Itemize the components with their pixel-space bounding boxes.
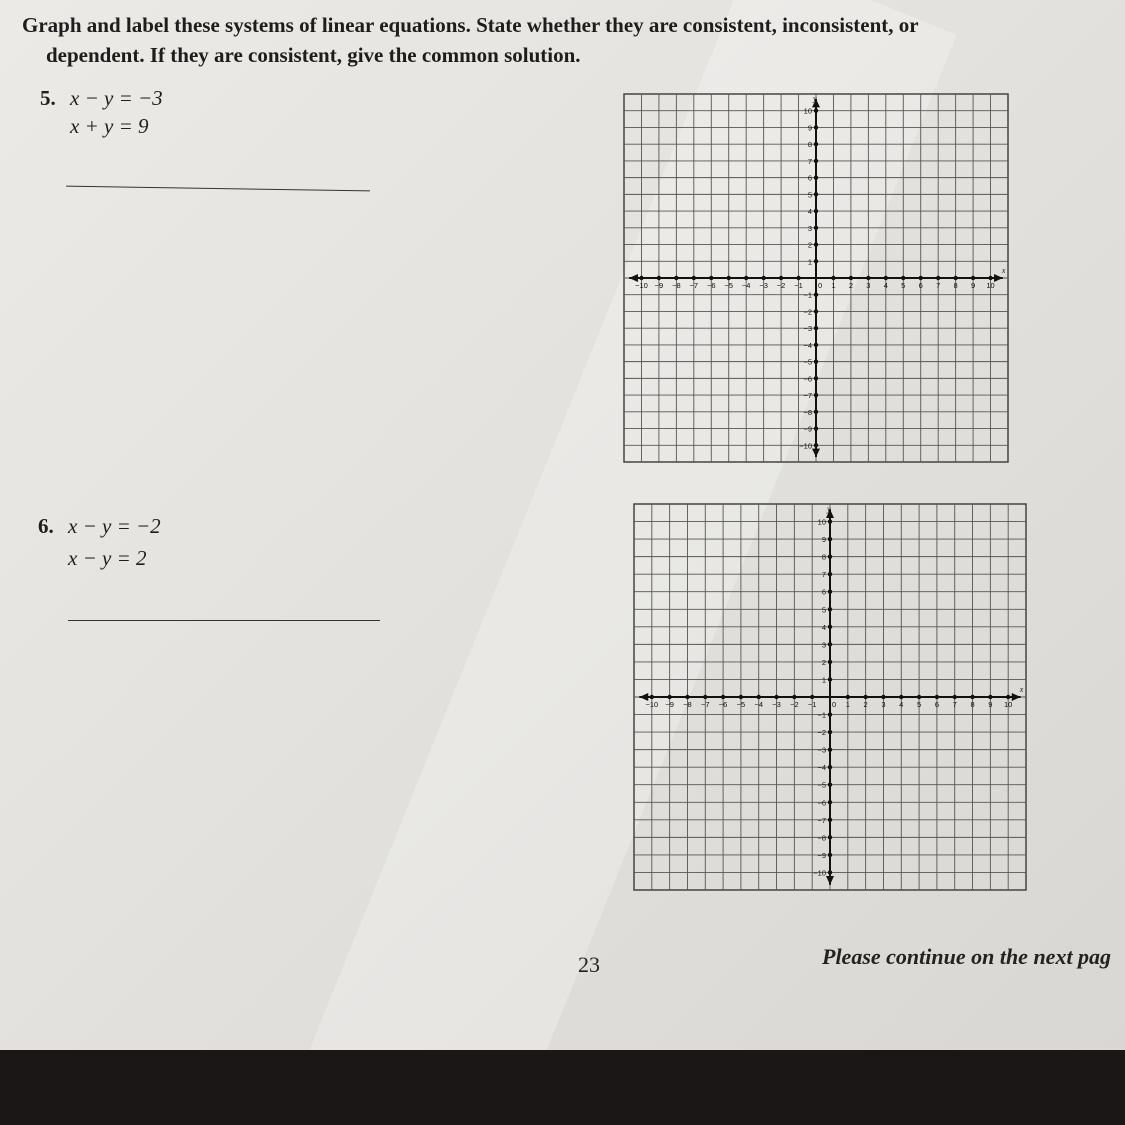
x-tick-dot <box>796 276 800 280</box>
y-tick-label: 7 <box>807 156 812 166</box>
y-tick-dot <box>828 800 832 804</box>
x-tick-label: −5 <box>724 281 734 290</box>
y-tick-label: −6 <box>817 798 826 808</box>
x-tick-label: −1 <box>807 700 817 709</box>
x-tick-label: −4 <box>741 281 751 290</box>
x-tick-label: 8 <box>970 700 975 709</box>
x-tick-label: −6 <box>706 281 716 290</box>
y-tick-label: −3 <box>817 745 826 755</box>
y-tick-label: −9 <box>803 424 812 434</box>
y-tick-label: 9 <box>807 123 812 133</box>
x-axis-label: x <box>1019 685 1024 694</box>
x-tick-dot <box>727 276 731 280</box>
x-tick-dot <box>774 695 778 699</box>
y-tick-dot <box>814 226 818 230</box>
y-tick-dot <box>814 192 818 196</box>
y-axis-arrow-down <box>826 876 834 885</box>
x-tick-label: 9 <box>988 700 993 709</box>
y-tick-dot <box>814 393 818 397</box>
x-tick-label: −8 <box>683 700 692 709</box>
y-tick-dot <box>814 293 818 297</box>
y-tick-label: −3 <box>803 324 812 334</box>
problem-number: 5. <box>40 86 56 110</box>
y-tick-label: −1 <box>803 290 812 300</box>
y-tick-label: −9 <box>817 850 826 860</box>
y-tick-dot <box>814 242 818 246</box>
x-tick-dot <box>863 695 867 699</box>
x-tick-dot <box>761 276 765 280</box>
x-tick-label: 7 <box>936 281 941 290</box>
y-tick-label: −2 <box>817 728 826 738</box>
x-axis-arrow-right <box>994 274 1003 282</box>
page-number: 23 <box>578 952 600 977</box>
problem-number: 6. <box>38 514 54 538</box>
x-tick-dot <box>953 276 957 280</box>
y-tick-label: −5 <box>803 357 812 367</box>
x-tick-dot <box>899 695 903 699</box>
x-tick-label: 9 <box>971 281 976 290</box>
y-tick-dot <box>828 660 832 664</box>
y-tick-label: 3 <box>821 640 826 650</box>
x-tick-label: −4 <box>754 700 764 709</box>
y-axis-arrow-down <box>812 449 820 457</box>
y-tick-dot <box>828 783 832 787</box>
x-tick-label: −3 <box>759 281 768 290</box>
y-tick-dot <box>814 109 818 113</box>
y-tick-label: 6 <box>821 587 826 597</box>
x-tick-label: 10 <box>1004 700 1013 709</box>
x-tick-label: −10 <box>645 700 659 709</box>
x-tick-dot <box>901 276 905 280</box>
y-tick-label: 2 <box>807 240 812 250</box>
x-tick-dot <box>881 695 885 699</box>
y-tick-label: 5 <box>807 190 812 200</box>
y-tick-dot <box>828 818 832 822</box>
x-tick-dot <box>1006 695 1010 699</box>
x-tick-dot <box>919 276 923 280</box>
x-tick-dot <box>988 695 992 699</box>
y-tick-dot <box>814 443 818 447</box>
coordinate-grid-6[interactable] <box>632 502 1028 892</box>
x-tick-label: −6 <box>718 700 728 709</box>
y-tick-label: −10 <box>813 868 826 878</box>
y-tick-label: 1 <box>821 675 826 685</box>
y-tick-dot <box>814 426 818 430</box>
y-tick-label: 4 <box>807 207 812 217</box>
x-tick-dot <box>667 695 671 699</box>
x-tick-label: 10 <box>986 281 995 290</box>
y-tick-label: 7 <box>821 570 826 580</box>
y-tick-dot <box>814 142 818 146</box>
y-tick-label: 10 <box>803 106 812 116</box>
x-tick-dot <box>779 276 783 280</box>
x-tick-dot <box>739 695 743 699</box>
x-tick-dot <box>639 276 643 280</box>
y-tick-label: −4 <box>803 340 812 350</box>
y-tick-dot <box>828 642 832 646</box>
y-tick-label: −4 <box>817 763 826 773</box>
x-tick-label: 4 <box>883 281 888 290</box>
y-tick-dot <box>828 853 832 857</box>
answer-line-5[interactable] <box>66 186 370 192</box>
y-tick-dot <box>828 554 832 558</box>
x-tick-dot <box>709 276 713 280</box>
equation-1: x − y = −2 <box>68 514 161 538</box>
x-tick-dot <box>657 276 661 280</box>
x-tick-label: 7 <box>952 700 957 709</box>
y-tick-label: −1 <box>817 710 826 720</box>
x-tick-dot <box>849 276 853 280</box>
x-tick-dot <box>936 276 940 280</box>
equation-2: x + y = 9 <box>70 114 149 138</box>
x-tick-label: −9 <box>665 700 674 709</box>
y-tick-dot <box>828 835 832 839</box>
x-tick-label: −2 <box>776 281 786 290</box>
x-tick-label: −1 <box>794 281 803 290</box>
x-tick-label: 6 <box>918 281 923 290</box>
y-tick-dot <box>828 747 832 751</box>
x-tick-dot <box>988 276 992 280</box>
answer-line-6[interactable] <box>68 620 380 621</box>
x-tick-label: −9 <box>654 281 664 290</box>
y-tick-label: −2 <box>803 307 812 317</box>
y-tick-label: 5 <box>821 605 826 615</box>
y-tick-dot <box>814 309 818 313</box>
x-tick-label: 8 <box>953 281 958 290</box>
x-tick-label: 5 <box>917 700 922 709</box>
x-tick-label: −10 <box>635 281 648 290</box>
y-tick-label: 9 <box>821 535 826 545</box>
coordinate-grid-5[interactable] <box>622 92 1010 464</box>
x-tick-dot <box>674 276 678 280</box>
x-tick-label: 3 <box>881 700 886 709</box>
x-tick-dot <box>884 276 888 280</box>
equation-2: x − y = 2 <box>68 546 147 570</box>
x-tick-dot <box>970 695 974 699</box>
y-tick-dot <box>828 607 832 611</box>
x-tick-label: 1 <box>845 700 850 709</box>
x-tick-label: 4 <box>899 700 904 709</box>
x-tick-dot <box>866 276 870 280</box>
y-tick-dot <box>828 572 832 576</box>
instructions <box>22 10 1012 70</box>
equation-1: x − y = −3 <box>70 86 163 110</box>
x-tick-dot <box>757 695 761 699</box>
y-tick-dot <box>814 410 818 414</box>
x-tick-dot <box>792 695 796 699</box>
y-axis-label: y <box>813 94 817 104</box>
x-tick-label: −8 <box>672 281 681 290</box>
y-tick-dot <box>814 376 818 380</box>
y-axis-label: y <box>827 504 831 514</box>
x-tick-label: 2 <box>848 281 853 290</box>
y-tick-dot <box>828 765 832 769</box>
x-tick-dot <box>703 695 707 699</box>
y-tick-label: 8 <box>821 552 826 562</box>
y-tick-dot <box>828 730 832 734</box>
y-tick-label: −8 <box>803 407 812 417</box>
table-surface <box>0 1050 1125 1125</box>
x-tick-label: −7 <box>700 700 710 709</box>
x-tick-dot <box>721 695 725 699</box>
y-tick-dot <box>828 625 832 629</box>
x-tick-label: −5 <box>736 700 746 709</box>
y-tick-dot <box>828 590 832 594</box>
y-tick-label: −6 <box>803 374 812 384</box>
instructions-line-2: dependent. If they are consistent, give the common solution. <box>46 43 581 67</box>
x-tick-dot <box>685 695 689 699</box>
x-tick-dot <box>831 276 835 280</box>
x-tick-dot <box>846 695 850 699</box>
y-tick-label: 3 <box>807 223 812 233</box>
y-tick-dot <box>828 870 832 874</box>
y-tick-dot <box>814 209 818 213</box>
y-tick-dot <box>814 175 818 179</box>
y-tick-label: −8 <box>817 833 826 843</box>
y-tick-dot <box>828 712 832 716</box>
y-tick-label: −7 <box>817 815 826 825</box>
y-tick-label: 10 <box>817 517 826 527</box>
y-tick-label: 8 <box>807 140 812 150</box>
x-tick-label: 2 <box>863 700 868 709</box>
y-tick-dot <box>828 677 832 681</box>
x-tick-label: 5 <box>901 281 906 290</box>
x-tick-dot <box>953 695 957 699</box>
x-tick-label: 1 <box>831 281 836 290</box>
x-tick-dot <box>917 695 921 699</box>
x-tick-label: 3 <box>866 281 871 290</box>
y-tick-dot <box>828 537 832 541</box>
x-tick-dot <box>650 695 654 699</box>
instructions-line-1: Graph and label these systems of linear equations. State whether they are consistent, inconsistent, or <box>22 13 919 37</box>
y-tick-dot <box>828 519 832 523</box>
y-tick-dot <box>814 326 818 330</box>
x-tick-label: −2 <box>790 700 799 709</box>
y-tick-label: 6 <box>807 173 812 183</box>
x-tick-label: −7 <box>689 281 699 290</box>
y-tick-dot <box>814 259 818 263</box>
y-tick-label: 2 <box>821 657 826 667</box>
y-tick-label: 4 <box>821 622 826 632</box>
x-tick-dot <box>935 695 939 699</box>
x-tick-label: −3 <box>772 700 781 709</box>
y-tick-dot <box>814 159 818 163</box>
y-tick-dot <box>814 359 818 363</box>
y-tick-dot <box>814 343 818 347</box>
x-tick-dot <box>971 276 975 280</box>
x-tick-dot <box>810 695 814 699</box>
origin-label: 0 <box>832 700 837 709</box>
x-tick-dot <box>692 276 696 280</box>
origin-label: 0 <box>818 281 823 290</box>
y-tick-label: −10 <box>799 441 812 451</box>
x-tick-dot <box>744 276 748 280</box>
continue-note: Please continue on the next pag <box>822 944 1112 969</box>
x-tick-label: 6 <box>934 700 939 709</box>
x-axis-arrow-right <box>1012 693 1021 701</box>
y-tick-label: −5 <box>817 780 826 790</box>
y-tick-dot <box>814 125 818 129</box>
x-axis-label: x <box>1001 266 1006 275</box>
y-tick-label: −7 <box>803 391 812 401</box>
y-tick-label: 1 <box>807 257 812 267</box>
